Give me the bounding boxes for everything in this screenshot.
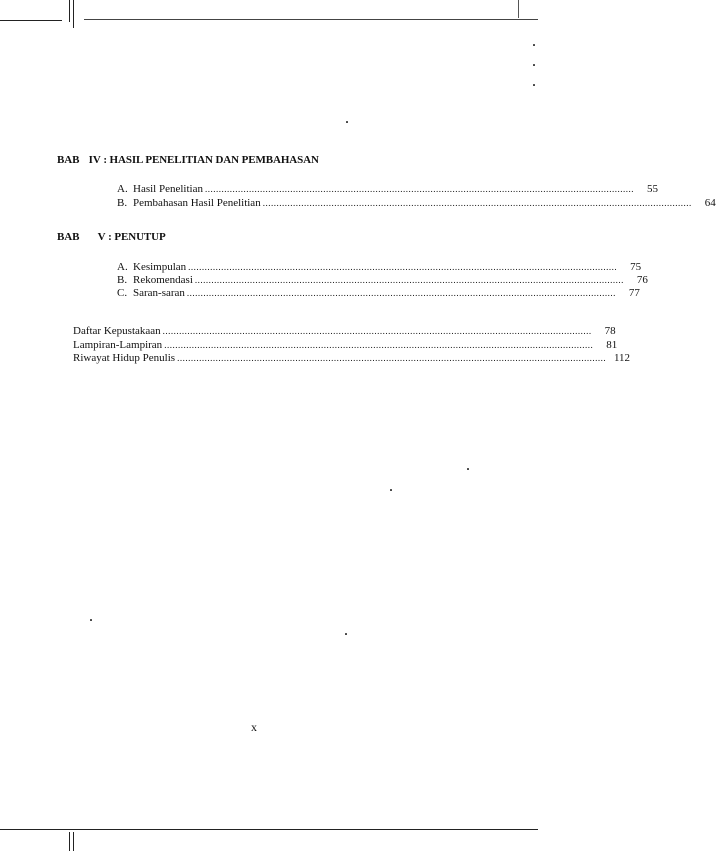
toc-entry-title: Riwayat Hidup Penulis bbox=[73, 352, 176, 364]
toc-entry-saran bbox=[117, 287, 640, 299]
toc-entry-title: Daftar Kepustakaan bbox=[73, 325, 161, 337]
toc-entry-kesimpulan bbox=[117, 261, 642, 273]
scan-speck bbox=[533, 44, 535, 46]
toc-entry-page: 55 bbox=[646, 183, 658, 195]
scan-speck bbox=[533, 64, 535, 66]
toc-entry-page: 78 bbox=[604, 325, 616, 337]
scan-speck bbox=[390, 489, 392, 491]
scan-border-bottom bbox=[0, 829, 538, 830]
scan-speck bbox=[533, 84, 535, 86]
page-number: x bbox=[251, 720, 257, 734]
toc-entry-page: 77 bbox=[628, 287, 640, 299]
scan-speck bbox=[467, 468, 469, 470]
toc-entry-title: Rekomendasi bbox=[133, 274, 193, 286]
toc-entry-daftar-kepustakaan bbox=[73, 325, 616, 337]
toc-entry-title: Hasil Penelitian bbox=[133, 183, 203, 195]
dot-leader: ............................................................................................................................................................ bbox=[162, 326, 592, 336]
scan-mark-top-1 bbox=[69, 0, 70, 22]
toc-entry-riwayat-hidup bbox=[73, 352, 631, 364]
chapter-numeral: IV bbox=[88, 154, 101, 166]
toc-entry-title: Pembahasan Hasil Penelitian bbox=[133, 197, 261, 209]
toc-entry-lampiran bbox=[73, 339, 618, 351]
toc-entry-title: Kesimpulan bbox=[133, 261, 187, 273]
scan-mark-top-2 bbox=[73, 0, 74, 28]
dot-leader: ............................................................................................................................................................ bbox=[164, 340, 594, 350]
toc-entry-hasil-penelitian bbox=[117, 183, 658, 195]
chapter-title: : PENUTUP bbox=[108, 231, 166, 243]
toc-entry-page: 64 bbox=[704, 197, 716, 209]
chapter-numeral: V bbox=[97, 231, 106, 243]
toc-entry-letter: C. bbox=[117, 287, 128, 299]
dot-leader: ............................................................................................................................................................ bbox=[194, 275, 624, 285]
toc-entry-letter: B. bbox=[117, 274, 128, 286]
toc-entry-page: 76 bbox=[636, 274, 648, 286]
scan-speck bbox=[90, 619, 92, 621]
toc-entry-page: 81 bbox=[606, 339, 618, 351]
toc-entry-letter: A. bbox=[117, 261, 128, 273]
toc-entry-letter: A. bbox=[117, 183, 128, 195]
scan-mark-bottom-2 bbox=[73, 832, 74, 851]
toc-entry-page: 75 bbox=[630, 261, 642, 273]
chapter-heading-iv bbox=[57, 154, 319, 166]
toc-entry-title: Saran-saran bbox=[133, 287, 185, 299]
toc-entry-title: Lampiran-Lampiran bbox=[73, 339, 163, 351]
toc-entry-rekomendasi bbox=[117, 274, 648, 286]
scan-speck bbox=[345, 633, 347, 635]
scan-speck bbox=[346, 121, 348, 123]
dot-leader: ............................................................................................................................................................ bbox=[188, 262, 618, 272]
dot-leader: ............................................................................................................................................................ bbox=[186, 288, 616, 298]
toc-entry-page: 112 bbox=[613, 352, 631, 364]
dot-leader: ............................................................................................................................................................ bbox=[204, 184, 634, 194]
scan-border-top-left bbox=[0, 20, 62, 21]
dot-leader: ............................................................................................................................................................ bbox=[262, 198, 692, 208]
scan-mark-top-3 bbox=[518, 0, 519, 18]
chapter-bab-label: BAB bbox=[57, 231, 80, 243]
toc-entry-letter: B. bbox=[117, 197, 128, 209]
chapter-heading-v bbox=[57, 231, 166, 243]
dot-leader: ............................................................................................................................................................ bbox=[177, 353, 607, 363]
scan-mark-bottom-1 bbox=[69, 832, 70, 851]
scan-border-top bbox=[84, 19, 538, 20]
toc-entry-pembahasan bbox=[117, 197, 716, 209]
chapter-bab-label: BAB bbox=[57, 154, 80, 166]
chapter-title: : HASIL PENELITIAN DAN PEMBAHASAN bbox=[103, 154, 319, 166]
